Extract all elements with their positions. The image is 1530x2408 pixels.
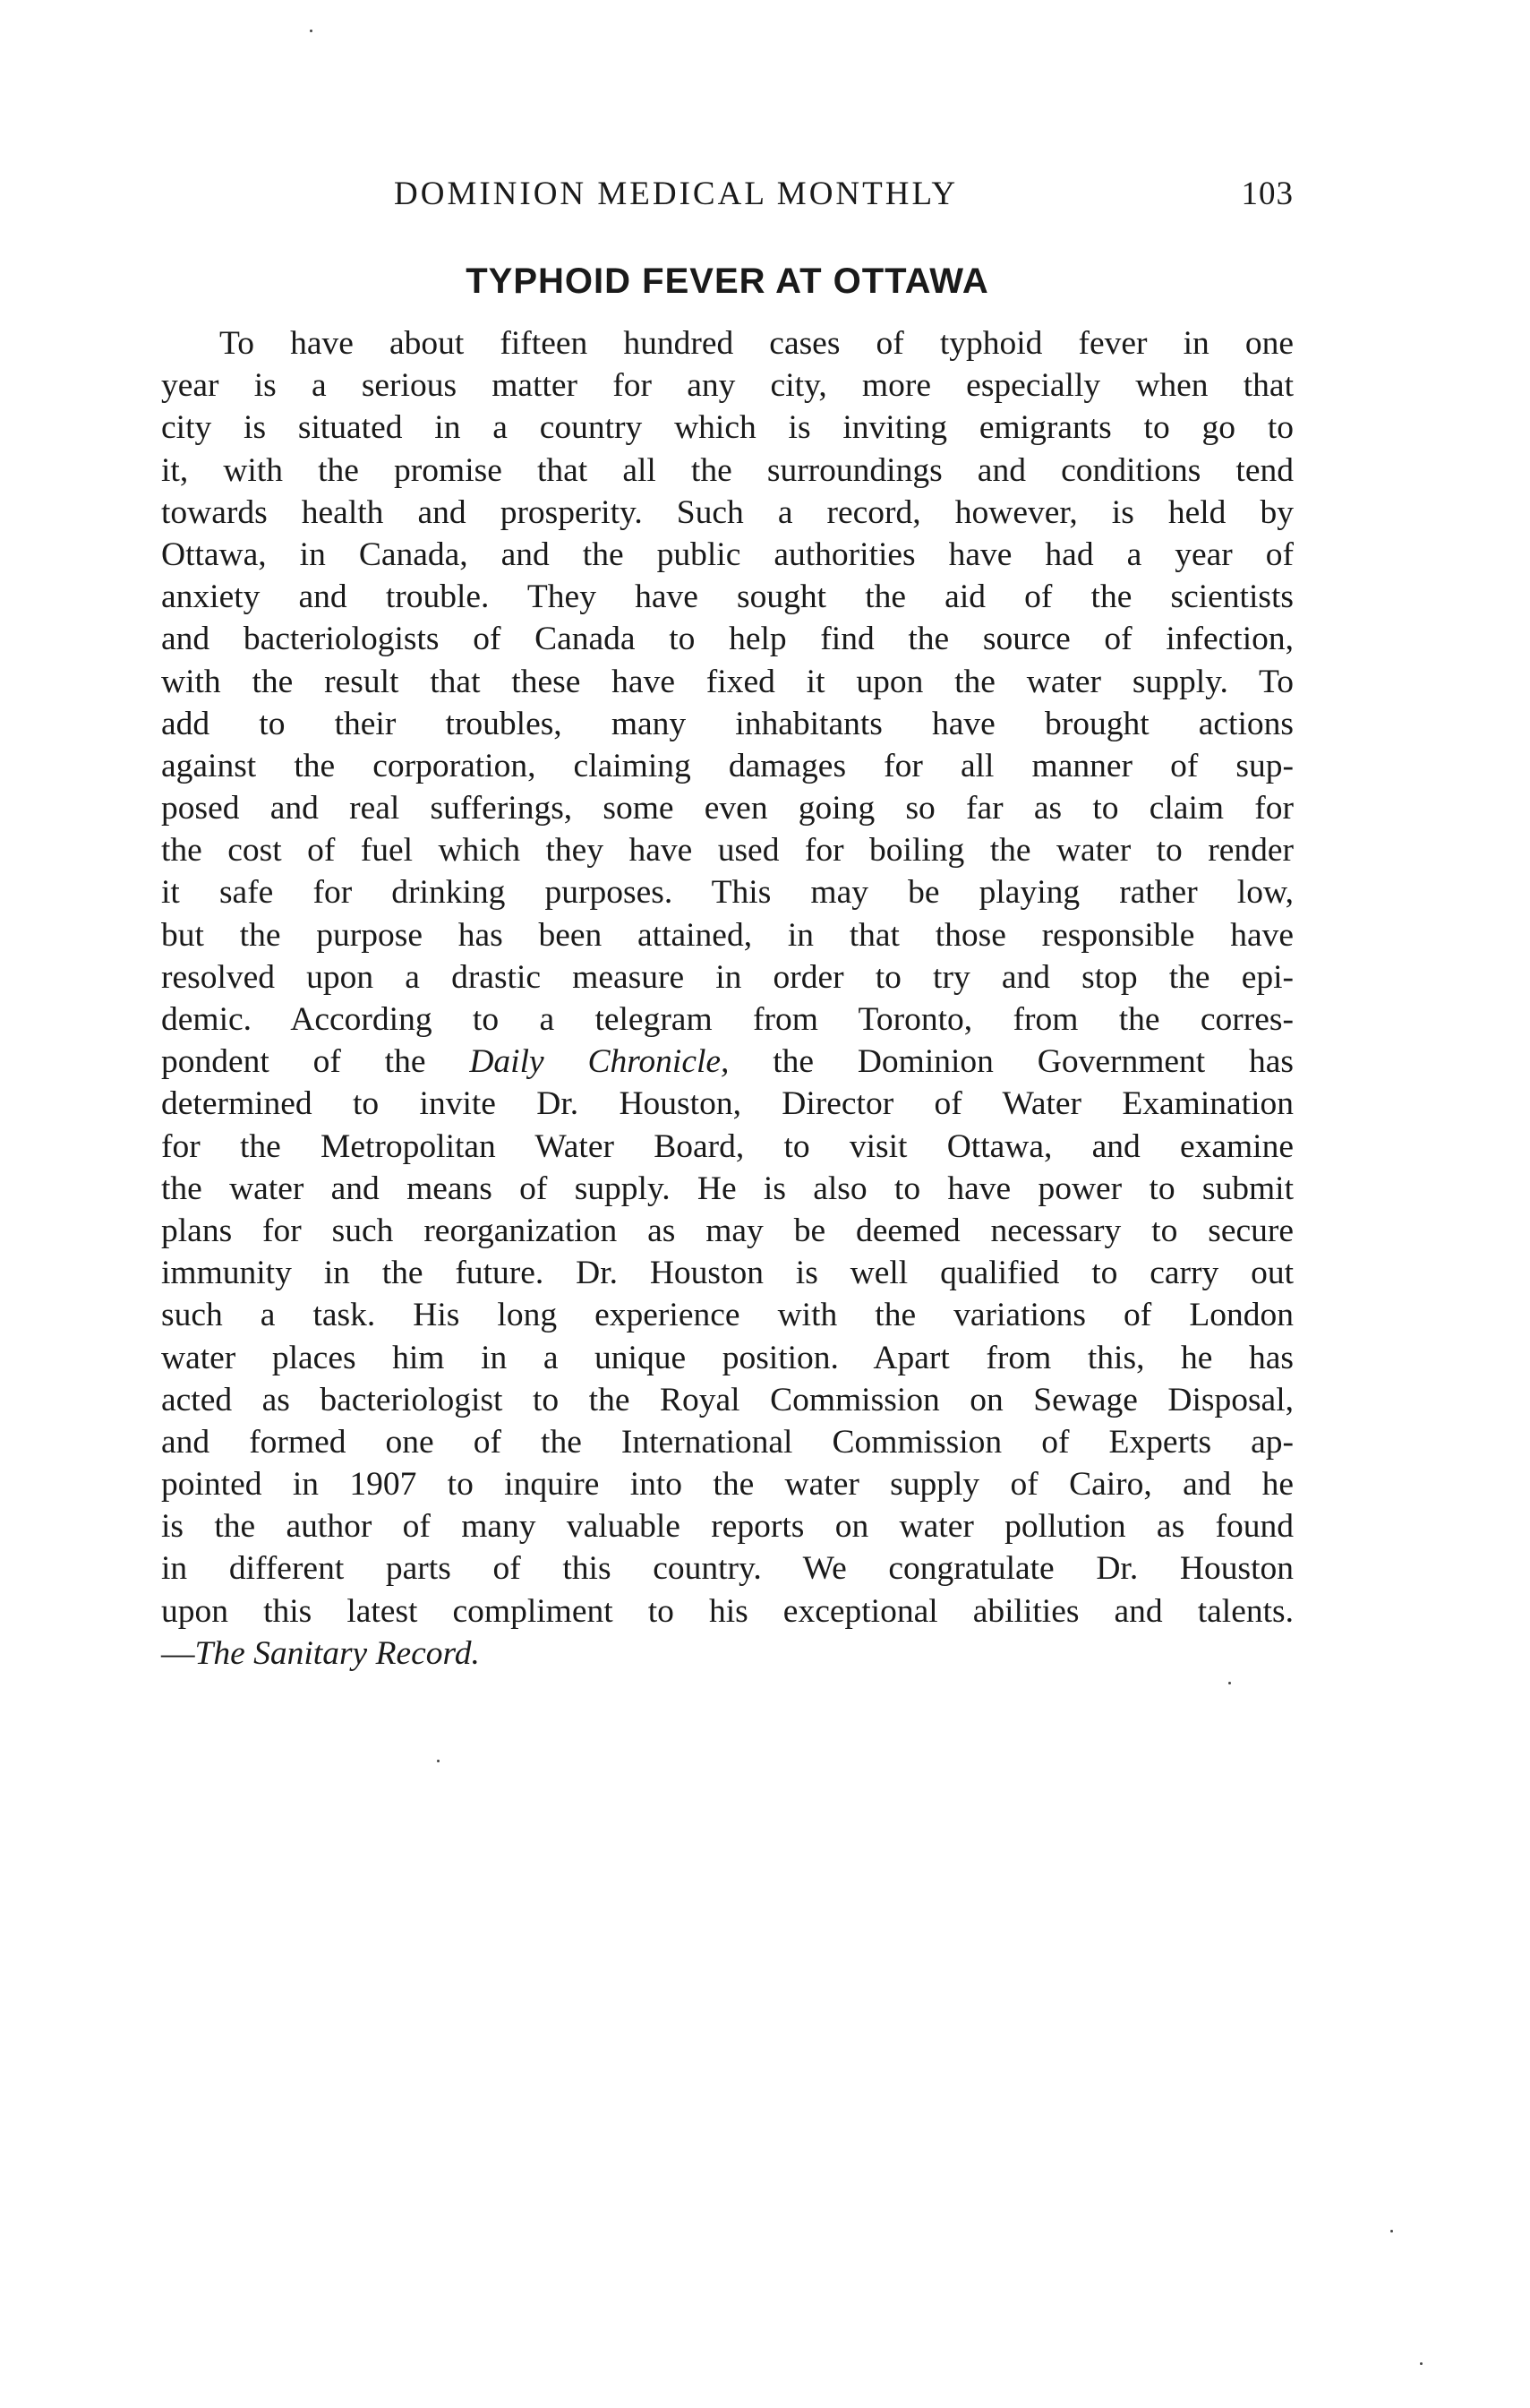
publication-name: Daily Chronicle, bbox=[469, 1043, 730, 1081]
text-line: the cost of fuel which they have used for boiling the water to render bbox=[161, 832, 1294, 870]
source-name: The Sanitary Record. bbox=[194, 1634, 480, 1672]
text-line: To have about fifteen hundred cases of typhoid fever in one bbox=[219, 325, 1294, 362]
text-line: Ottawa, in Canada, and the public authorities have had a year of bbox=[161, 536, 1294, 573]
text-line: upon this latest compliment to his exceptional abilities and talents. bbox=[161, 1592, 1294, 1630]
text-line: city is situated in a country which is inviting emigrants to go to bbox=[161, 409, 1294, 447]
text-line: in different parts of this country. We congratulate Dr. Houston bbox=[161, 1550, 1294, 1588]
scan-speck bbox=[310, 30, 312, 32]
text-line: resolved upon a drastic measure in order to try and stop the epi- bbox=[161, 958, 1294, 996]
text-line: such a task. His long experience with the variations of London bbox=[161, 1297, 1294, 1334]
text-line: year is a serious matter for any city, more especially when that bbox=[161, 367, 1294, 405]
text-line: and formed one of the International Commission of Experts ap- bbox=[161, 1423, 1294, 1461]
text-line: towards health and prosperity. Such a record, however, is held by bbox=[161, 493, 1294, 531]
article-body bbox=[161, 322, 1294, 1675]
text-fragment: pondent of the bbox=[161, 1043, 470, 1081]
text-line: pointed in 1907 to inquire into the water supply of Cairo, and he bbox=[161, 1466, 1294, 1504]
text-line: add to their troubles, many inhabitants have brought actions bbox=[161, 705, 1294, 742]
text-line: acted as bacteriologist to the Royal Commission on Sewage Disposal, bbox=[161, 1381, 1294, 1418]
article-title: TYPHOID FEVER AT OTTAWA bbox=[466, 261, 989, 301]
text-line: posed and real sufferings, some even going so far as to claim for bbox=[161, 790, 1294, 827]
text-line: the water and means of supply. He is also to have power to submit bbox=[161, 1170, 1294, 1207]
text-fragment: the Dominion Government has bbox=[729, 1043, 1294, 1081]
text-line: it safe for drinking purposes. This may be playing rather low, bbox=[161, 874, 1294, 912]
text-line: but the purpose has been attained, in that those responsible have bbox=[161, 916, 1294, 954]
scan-speck bbox=[1420, 2362, 1423, 2365]
text-line: demic. According to a telegram from Toronto, from the corres- bbox=[161, 1001, 1294, 1038]
text-line: plans for such reorganization as may be deemed necessary to secure bbox=[161, 1212, 1294, 1249]
journal-title: DOMINION MEDICAL MONTHLY bbox=[394, 176, 959, 212]
text-line: water places him in a unique position. Apart from this, he has bbox=[161, 1339, 1294, 1376]
source-attribution bbox=[161, 1632, 1294, 1675]
scan-speck bbox=[1228, 1682, 1231, 1684]
text-line: is the author of many valuable reports on water pollution as found bbox=[161, 1508, 1294, 1546]
text-line: and bacteriologists of Canada to help find the source of infection, bbox=[161, 621, 1294, 658]
text-line: it, with the promise that all the surroundings and conditions tend bbox=[161, 451, 1294, 489]
text-line: anxiety and trouble. They have sought the aid of the scientists bbox=[161, 578, 1294, 616]
page-number: 103 bbox=[1241, 176, 1294, 212]
scan-speck bbox=[1390, 2230, 1393, 2232]
text-line-with-publication bbox=[161, 1041, 1294, 1083]
running-head bbox=[161, 175, 1294, 219]
text-line: immunity in the future. Dr. Houston is well qualified to carry out bbox=[161, 1255, 1294, 1292]
source-dash: — bbox=[161, 1634, 195, 1672]
text-line: for the Metropolitan Water Board, to visit Ottawa, and examine bbox=[161, 1127, 1294, 1165]
text-line: with the result that these have fixed it upon the water supply. To bbox=[161, 663, 1294, 700]
scan-speck bbox=[437, 1760, 440, 1762]
text-line: determined to invite Dr. Houston, Director of Water Examination bbox=[161, 1085, 1294, 1123]
text-line: against the corporation, claiming damages for all manner of sup- bbox=[161, 747, 1294, 784]
